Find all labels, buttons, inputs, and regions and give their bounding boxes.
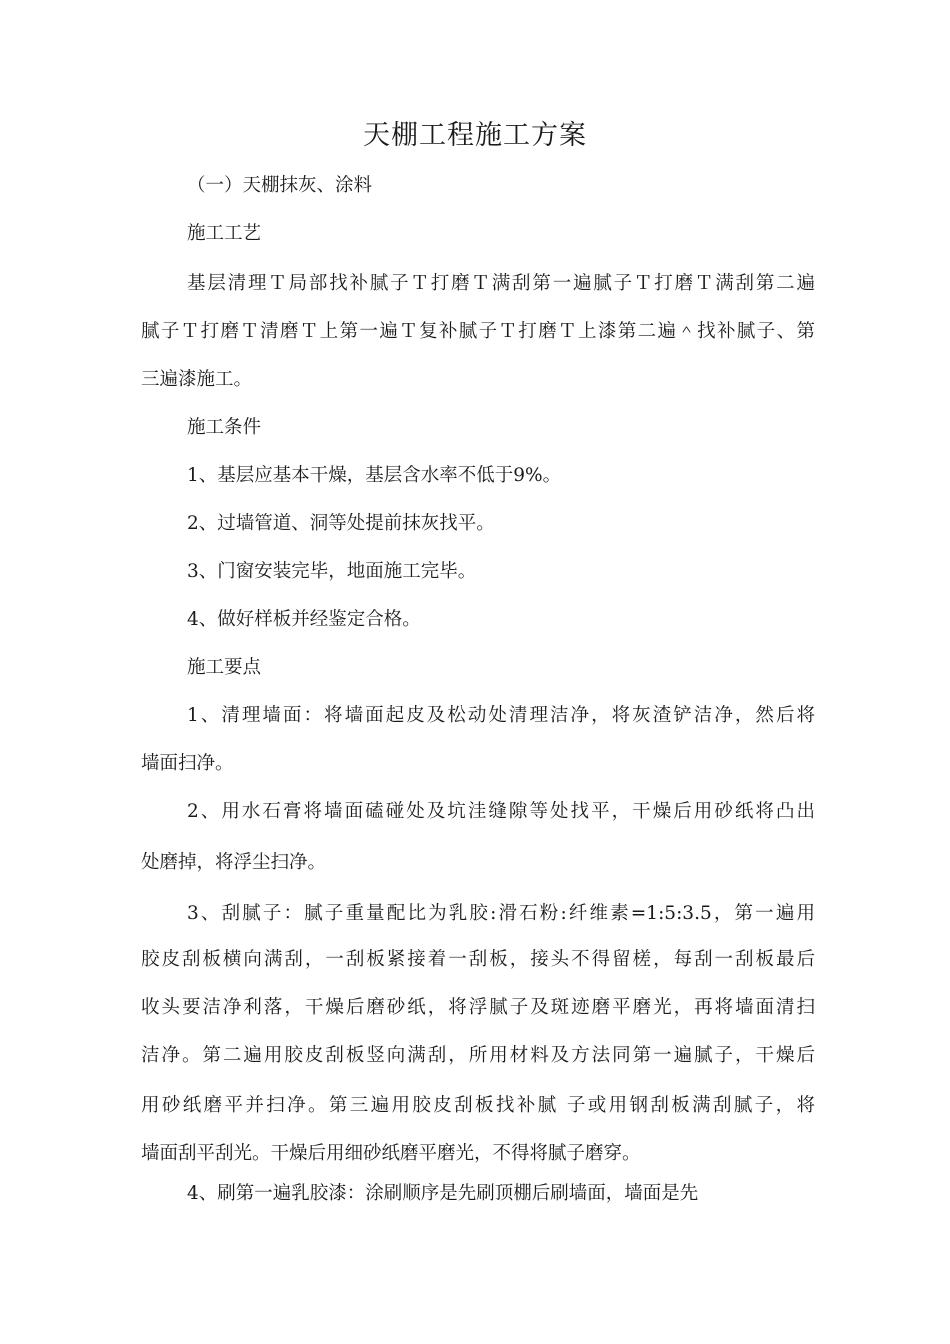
paragraph-line: 洁净。第二遍用胶皮刮板竖向满刮，所用材料及方法同第一遍腻子，干燥后	[141, 1045, 815, 1066]
subheading-process: 施工工艺	[187, 223, 262, 244]
list-item: 2、过墙管道、洞等处提前抹灰找平。	[187, 513, 495, 534]
subheading-conditions: 施工条件	[187, 417, 262, 438]
paragraph-line: 墙面刮平刮光。干燥后用细砂纸磨平磨光，不得将腻子磨穿。	[141, 1143, 641, 1164]
list-item: 4、做好样板并经鉴定合格。	[187, 609, 421, 630]
paragraph-line: 收头要洁净利落，干燥后磨砂纸，将浮腻子及斑迹磨平磨光，再将墙面清扫	[141, 997, 815, 1018]
paragraph-line: 胶皮刮板横向满刮，一刮板紧接着一刮板，接头不得留槎，每刮一刮板最后	[141, 949, 815, 970]
paragraph-line: 基层清理Ｔ局部找补腻子Ｔ打磨Ｔ满刮第一遍腻子Ｔ打磨Ｔ满刮第二遍	[187, 273, 815, 294]
section-heading: （一）天棚抹灰、涂料	[187, 175, 373, 196]
paragraph-line: 2、用水石膏将墙面磕碰处及坑洼缝隙等处找平，干燥后用砂纸将凸出	[187, 801, 815, 822]
paragraph-line: 1、清理墙面：将墙面起皮及松动处清理洁净，将灰渣铲洁净，然后将	[187, 705, 815, 726]
subheading-key-points: 施工要点	[187, 657, 262, 678]
paragraph-line: 墙面扫净。	[141, 753, 234, 774]
paragraph-line: 3、刮腻子：腻子重量配比为乳胶:滑石粉:纤维素=1:5:3.5，第一遍用	[187, 903, 815, 924]
paragraph-line: 4、刷第一遍乳胶漆：涂刷顺序是先刷顶棚后刷墙面，墙面是先	[187, 1183, 699, 1204]
document-title: 天棚工程施工方案	[363, 120, 587, 151]
paragraph-line: 腻子Ｔ打磨Ｔ清磨Ｔ上第一遍Ｔ复补腻子Ｔ打磨Ｔ上漆第二遍＾找补腻子、第	[141, 321, 815, 342]
paragraph-line: 用砂纸磨平并扫净。第三遍用胶皮刮板找补腻 子或用钢刮板满刮腻子，将	[141, 1095, 815, 1116]
paragraph-line: 三遍漆施工。	[141, 369, 253, 390]
list-item: 3、门窗安装完毕，地面施工完毕。	[187, 561, 477, 582]
list-item: 1、基层应基本干燥，基层含水率不低于9%。	[187, 465, 562, 486]
paragraph-line: 处磨掉，将浮尘扫净。	[141, 852, 327, 873]
